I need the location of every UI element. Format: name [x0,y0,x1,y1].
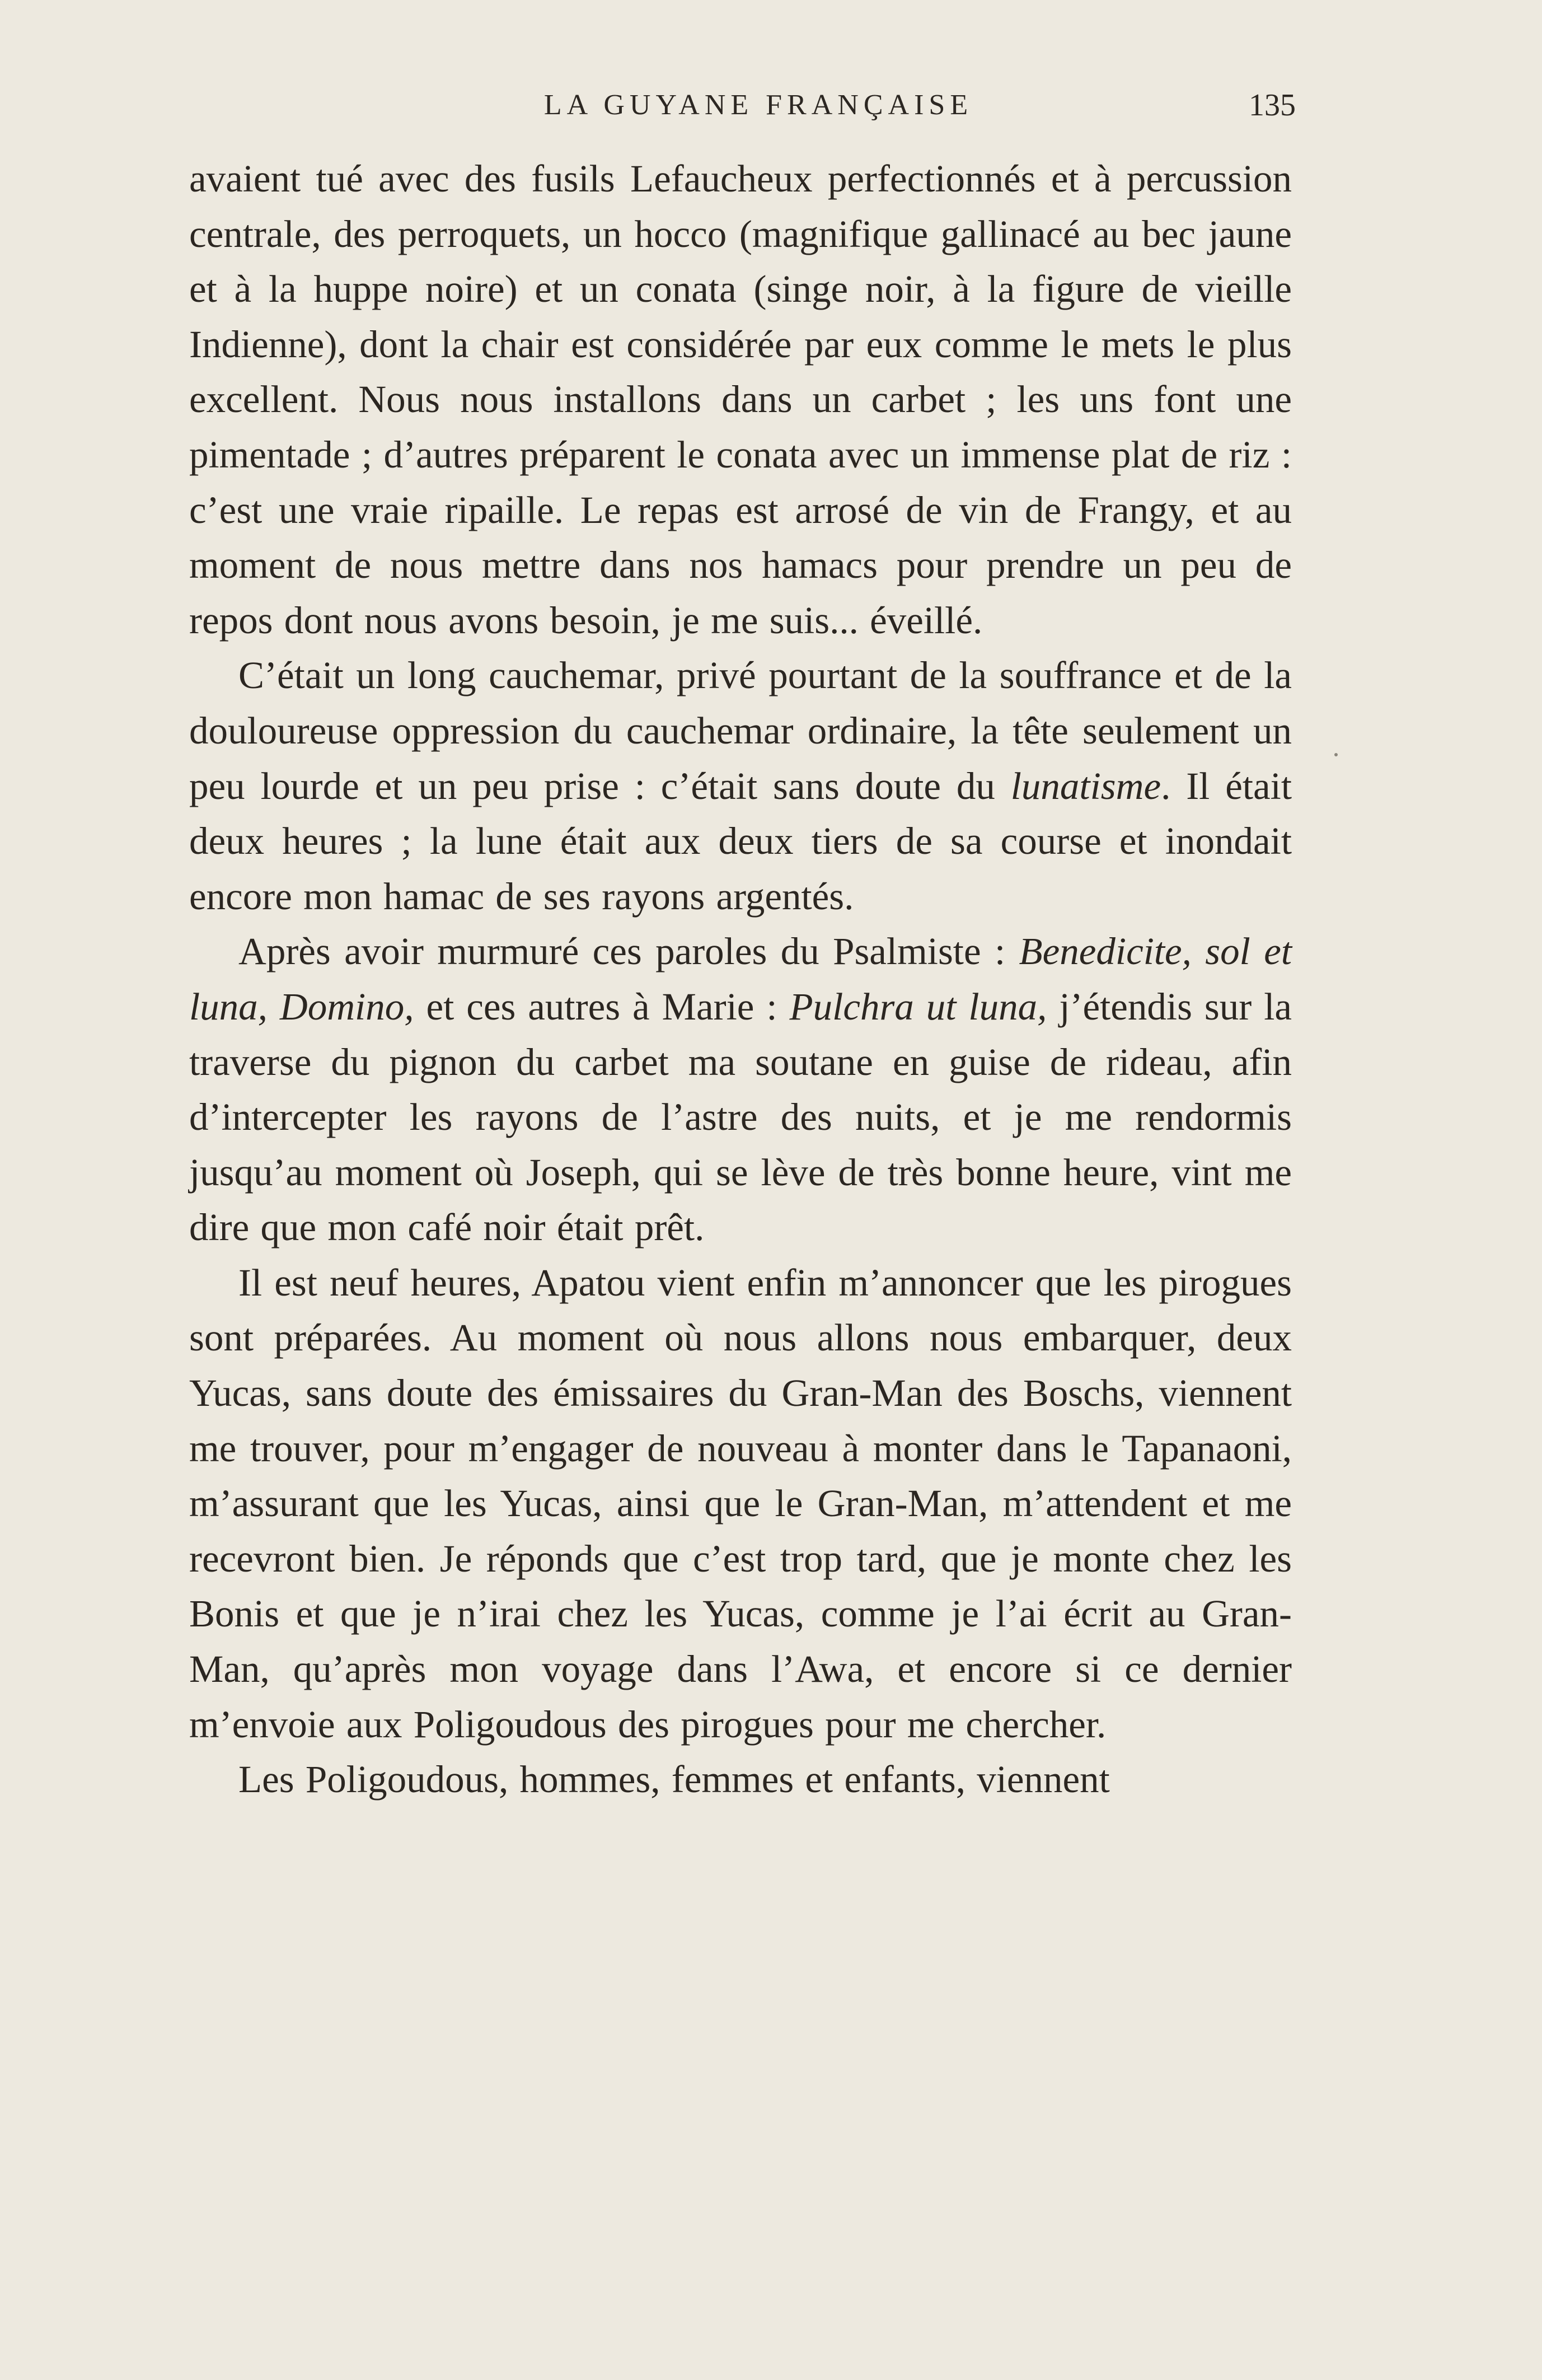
running-head [190,83,1327,128]
paragraph-3-latin-quote-2: Pulchra ut luna, [789,985,1047,1028]
paragraph-4: Il est neuf heures, Apatou vient enfin m’annoncer que les pirogues sont préparées. Au moment où nous allons nous embarquer, deux Yucas, sans doute des émissaires du Gran-Man des Boschs, viennent me trouver, pour m’engager de nouveau à monter dans le Tapanaoni, m’assurant que les Yucas, ainsi que le Gran-Man, m’attendent et me recevront bien. Je réponds que c’est trop tard, que je monte chez les Bonis et que je n’irai chez les Yucas, comme je l’ai écrit au Gran-Man, qu’après mon voyage dans l’Awa, et encore si ce dernier m’envoie aux Poligoudous des pirogues pour me chercher. [189,1261,1292,1746]
paragraph-3-text-1: Après avoir murmuré ces paroles du Psalmiste : [238,930,1019,973]
paragraph-2-text-after: . Il était deux heures ; la lune était aux deux tiers de sa course et inondait encore mon hamac de ses rayons argentés. [189,764,1292,918]
paragraph-5: Les Poligoudous, hommes, femmes et enfants, viennent [238,1758,1110,1801]
paragraph-2-italic-word: lunatisme [1010,764,1161,807]
paragraph-3 [189,924,1292,1255]
paragraph-3-latin-quote-1: Benedicite, sol et luna, Domino, [189,930,1292,1028]
paragraph-3-text-3: j’étendis sur la traverse du pignon du carbet ma soutane en guise de rideau, afin d’intercepter les rayons de l’astre des nuits, et je me rendormis jusqu’au moment où Joseph, qui se lève de très bonne heure, vint me dire que mon café noir était prêt. [189,985,1292,1249]
paragraph-2 [189,648,1292,924]
running-title: LA GUYANE FRANÇAISE [543,89,973,121]
paragraph-3-text-2: et ces autres à Marie : [414,985,790,1028]
body-text [189,151,1292,1807]
paper-speck [1334,753,1338,756]
paragraph-1: avaient tué avec des fusils Lefaucheux perfectionnés et à percussion centrale, des perroquets, un hocco (magnifique gallinacé au bec jaune et à la huppe noire) et un conata (singe noir, à la figure de vieille Indienne), dont la chair est considérée par eux comme le mets le plus excellent. Nous nous installons dans un carbet ; les uns font une pimentade ; d’autres préparent le conata avec un immense plat de riz : c’est une vraie ripaille. Le repas est arrosé de vin de Frangy, et au moment de nous mettre dans nos hamacs pour prendre un peu de repos dont nous avons besoin, je me suis... éveillé. [189,157,1292,642]
page-number: 135 [1249,88,1296,123]
paragraph-2-text-before: C’était un long cauchemar, privé pourtant de la souffrance et de la douloureuse oppression du cauchemar ordinaire, la tête seulement un peu lourde et un peu prise : c’était sans doute du [189,654,1292,807]
